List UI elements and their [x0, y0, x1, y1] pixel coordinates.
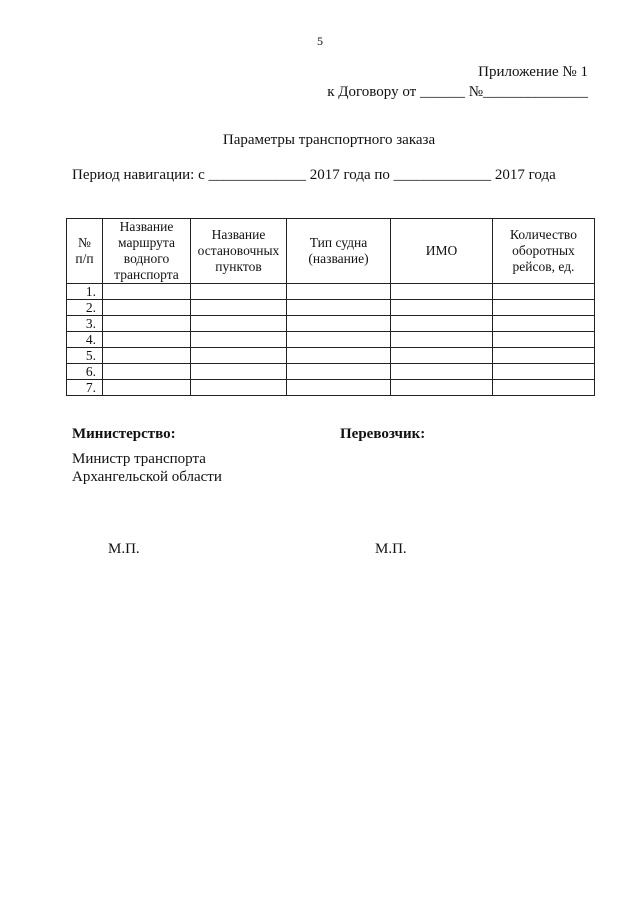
table-row: [67, 380, 595, 396]
document-title: Параметры транспортного заказа: [222, 132, 436, 148]
vessel-type-cell[interactable]: [287, 316, 391, 332]
page-number: 5: [317, 34, 323, 48]
table-row: [67, 300, 595, 316]
trip-count-cell[interactable]: [493, 332, 595, 348]
navigation-period: Период навигации: с _____________ 2017 года по _____________ 2017 года: [72, 167, 556, 183]
route-name-cell[interactable]: [103, 316, 191, 332]
stop-names-cell[interactable]: [191, 380, 287, 396]
row-number: 1.: [67, 284, 103, 300]
imo-cell[interactable]: [391, 300, 493, 316]
trip-count-cell[interactable]: [493, 316, 595, 332]
route-name-cell[interactable]: [103, 364, 191, 380]
header-vessel-type: Тип судна (название): [287, 219, 391, 284]
header-stop-names: Название остановочных пунктов: [191, 219, 287, 284]
imo-cell[interactable]: [391, 332, 493, 348]
carrier-label: Перевозчик:: [340, 426, 426, 442]
imo-cell[interactable]: [391, 316, 493, 332]
row-number: 7.: [67, 380, 103, 396]
stop-names-cell[interactable]: [191, 316, 287, 332]
stamp-place-carrier: М.П.: [375, 541, 407, 557]
row-number: 5.: [67, 348, 103, 364]
row-number: 4.: [67, 332, 103, 348]
trip-count-cell[interactable]: [493, 300, 595, 316]
table-row: [67, 348, 595, 364]
header-imo: ИМО: [391, 219, 493, 284]
route-name-cell[interactable]: [103, 380, 191, 396]
stop-names-cell[interactable]: [191, 332, 287, 348]
trip-count-cell[interactable]: [493, 380, 595, 396]
trip-count-cell[interactable]: [493, 348, 595, 364]
vessel-type-cell[interactable]: [287, 284, 391, 300]
vessel-type-cell[interactable]: [287, 332, 391, 348]
table-row: [67, 284, 595, 300]
imo-cell[interactable]: [391, 348, 493, 364]
stop-names-cell[interactable]: [191, 348, 287, 364]
route-name-cell[interactable]: [103, 348, 191, 364]
vessel-type-cell[interactable]: [287, 348, 391, 364]
row-number: 6.: [67, 364, 103, 380]
imo-cell[interactable]: [391, 284, 493, 300]
table-header-row: [67, 219, 595, 284]
header-route-name: Название маршрута водного транспорта: [103, 219, 191, 284]
stop-names-cell[interactable]: [191, 284, 287, 300]
vessel-type-cell[interactable]: [287, 300, 391, 316]
header-trip-count: Количество оборотных рейсов, ед.: [493, 219, 595, 284]
ministry-label: Министерство:: [72, 426, 176, 442]
stamp-place-ministry: М.П.: [108, 541, 140, 557]
row-number: 2.: [67, 300, 103, 316]
header-row-number: № п/п: [67, 219, 103, 284]
table-row: [67, 364, 595, 380]
vessel-type-cell[interactable]: [287, 364, 391, 380]
contract-reference: к Договору от ______ №______________: [327, 84, 588, 100]
route-name-cell[interactable]: [103, 284, 191, 300]
transport-parameters-table: [66, 218, 595, 396]
imo-cell[interactable]: [391, 364, 493, 380]
trip-count-cell[interactable]: [493, 284, 595, 300]
minister-title: Министр транспорта Архангельской области: [72, 451, 222, 485]
row-number: 3.: [67, 316, 103, 332]
vessel-type-cell[interactable]: [287, 380, 391, 396]
appendix-title: Приложение № 1: [478, 64, 588, 80]
route-name-cell[interactable]: [103, 332, 191, 348]
imo-cell[interactable]: [391, 380, 493, 396]
table-row: [67, 316, 595, 332]
route-name-cell[interactable]: [103, 300, 191, 316]
table-row: [67, 332, 595, 348]
stop-names-cell[interactable]: [191, 300, 287, 316]
stop-names-cell[interactable]: [191, 364, 287, 380]
trip-count-cell[interactable]: [493, 364, 595, 380]
